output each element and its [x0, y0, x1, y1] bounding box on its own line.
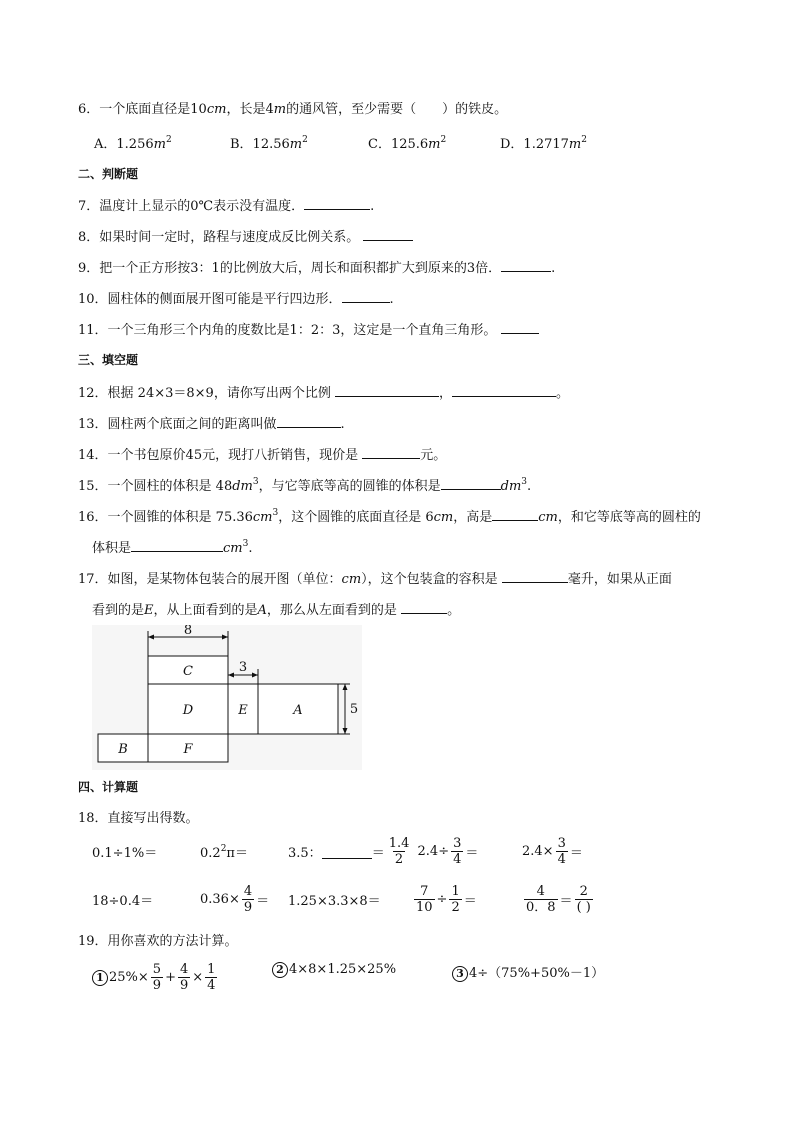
question-19: 19．用你喜欢的方法计算。 [78, 934, 238, 949]
question-13: 13．圆柱两个底面之间的距离叫做 . [78, 414, 345, 434]
question-6: 6．一个底面直径是10cm，长是4m的通风管，至少需要（ ）的铁皮。 [78, 102, 508, 117]
face-label-b: B [118, 742, 128, 757]
answer-blank[interactable] [335, 383, 439, 397]
calc-item[interactable]: 3.5： ＝ $\frac{1.4}{2}$ 2.4÷ $\frac{3}{4}$ ＝ [288, 836, 479, 867]
answer-blank[interactable] [401, 600, 447, 614]
section-heading-judgement: 二、判断题 [78, 167, 139, 181]
circled-number-1: 1 [92, 970, 108, 986]
section-heading-calculation: 四、计算题 [78, 780, 139, 794]
question-12: 12．根据 24×3＝8×9，请你写出两个比例 ， 。 [78, 383, 569, 403]
answer-blank[interactable] [501, 258, 551, 272]
calc-item[interactable]: $0.2^2\pi=$ [200, 844, 248, 861]
answer-blank[interactable] [342, 289, 390, 303]
answer-blank[interactable] [441, 476, 501, 490]
face-label-e: E [238, 703, 248, 718]
calc-item[interactable]: 0.36× $\frac{4}{9}$ ＝ [200, 884, 270, 915]
face-label-f: F [183, 742, 193, 757]
question-10: 10．圆柱体的侧面展开图可能是平行四边形． . [78, 289, 394, 309]
answer-blank[interactable] [322, 845, 372, 859]
option-a[interactable]: A．$1.256m^2$ [94, 135, 172, 152]
calc-item[interactable]: 0.1÷1%＝ [92, 846, 158, 861]
question-16-line2: 体积是 $cm^3$. [92, 539, 253, 556]
answer-blank[interactable] [452, 383, 556, 397]
circled-number-2: 2 [272, 962, 288, 978]
question-14: 14．一个书包原价45元，现打八折销售，现价是 元。 [78, 445, 446, 465]
calc-expression-2[interactable]: 2 4×8×1.25×25% [272, 962, 396, 978]
answer-blank[interactable] [492, 507, 538, 521]
face-label-c: C [183, 664, 193, 679]
question-16: 16．一个圆锥的体积是 $75.36cm^3$，这个圆锥的底面直径是 6cm，高是 cm，和它等底等高的圆柱的 [78, 508, 701, 525]
box-net-figure [92, 625, 362, 770]
question-18: 18．直接写出得数。 [78, 811, 199, 826]
option-b[interactable]: B．$12.56m^2$ [230, 135, 308, 152]
dim-label-8: 8 [183, 625, 193, 638]
answer-blank[interactable] [501, 320, 539, 334]
calc-item[interactable]: $\frac{7}{10}$ ÷ $\frac{1}{2}$ ＝ [416, 884, 477, 915]
face-label-a: A [293, 703, 303, 718]
section-heading-fill-blank: 三、填空题 [78, 353, 139, 367]
question-8: 8．如果时间一定时，路程与速度成反比例关系。 [78, 227, 413, 247]
dim-label-5: 5 [349, 702, 359, 717]
question-9: 9．把一个正方形按3：1的比例放大后，周长和面积都扩大到原来的3倍． . [78, 258, 555, 278]
calc-expression-3[interactable]: 3 4÷（75%+50%－1） [452, 962, 604, 982]
answer-blank[interactable] [363, 227, 413, 241]
face-label-d: D [182, 703, 194, 718]
circled-number-3: 3 [452, 966, 468, 982]
answer-blank[interactable] [362, 445, 420, 459]
calc-item[interactable]: 1.25×3.3×8＝ [288, 894, 381, 909]
option-d[interactable]: D．$1.2717m^2$ [500, 135, 587, 152]
option-c[interactable]: C．$125.6m^2$ [368, 135, 447, 152]
answer-blank[interactable] [131, 538, 223, 552]
dim-label-3: 3 [238, 660, 248, 675]
answer-blank[interactable] [277, 414, 341, 428]
question-7: 7．温度计上显示的0℃表示没有温度． . [78, 196, 374, 216]
calc-item[interactable]: 18÷0.4＝ [92, 894, 154, 909]
question-17: 17．如图，是某物体包装合的展开图（单位：cm），这个包装盒的容积是 毫升，如果从正面 [78, 569, 672, 589]
calc-item[interactable]: 2.4× $\frac{3}{4}$ ＝ [522, 836, 583, 867]
question-11: 11．一个三角形三个内角的度数比是1：2：3，这定是一个直角三角形。 [78, 320, 539, 340]
calc-item[interactable]: $\frac{4}{0.8}$ ＝ $\frac{2}{( )}$ [526, 884, 591, 915]
answer-blank[interactable] [304, 196, 370, 210]
calc-expression-1[interactable]: 1 25%× $\frac{5}{9}$ + $\frac{4}{9}$ × $\frac{1}{4}$ [92, 962, 219, 993]
answer-blank[interactable] [502, 569, 568, 583]
question-15: 15．一个圆柱的体积是 $48dm^3$，与它等底等高的圆锥的体积是 $dm^3$. [78, 477, 532, 494]
question-17-line2: 看到的是E，从上面看到的是A，那么从左面看到的是 。 [92, 600, 460, 620]
